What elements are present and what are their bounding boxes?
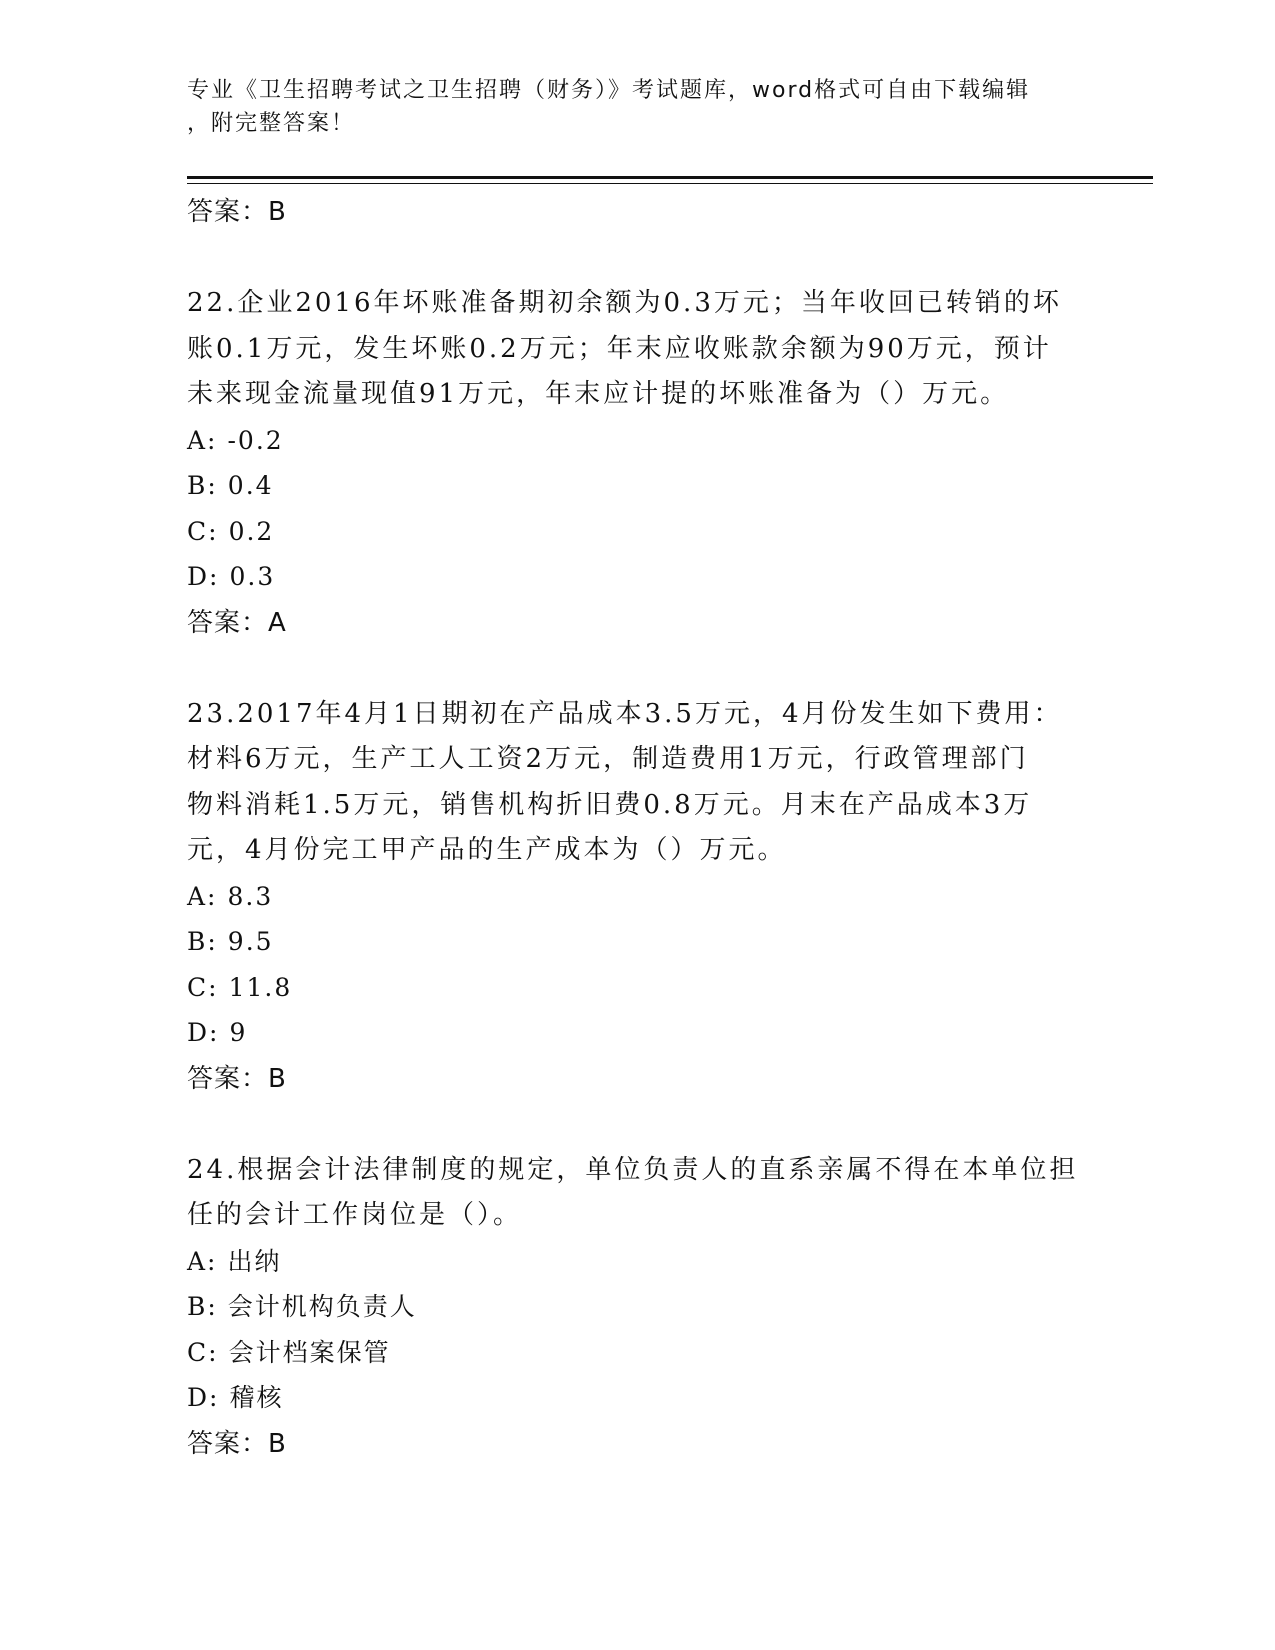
option-letter: D:: [187, 562, 220, 591]
question-23: [187, 692, 1087, 1102]
option-b: [187, 1284, 1087, 1330]
spacer: [187, 235, 1087, 281]
option-b: [187, 919, 1087, 965]
answer: 答案：B: [187, 1428, 287, 1459]
document-body: [187, 189, 1087, 1467]
option-text: 会计档案保管: [228, 1337, 391, 1367]
option-letter: B:: [187, 471, 218, 500]
question-stem: [187, 692, 1087, 874]
option-d: [187, 1010, 1087, 1056]
option-a: [187, 418, 1087, 464]
option-text: 出纳: [227, 1246, 282, 1276]
header-rule-thin: [187, 183, 1153, 184]
previous-answer: 答案：B: [187, 197, 287, 227]
document-header: [187, 74, 1087, 140]
option-text: 11.8: [228, 972, 293, 1002]
option-a: [187, 1239, 1087, 1285]
question-line: 未来现金流量现值91万元，年末应计提的坏账准备为（）万元。: [187, 379, 1010, 409]
header-line-2: ，附完整答案！: [187, 111, 356, 136]
option-d: [187, 1375, 1087, 1421]
option-text: 稽核: [229, 1383, 284, 1412]
question-line: 物料消耗1.5万元，销售机构折旧费0.8万元。月末在产品成本3万: [187, 789, 1033, 820]
spacer: [187, 1102, 1087, 1148]
question-line: 元，4月份完工甲产品的生产成本为（）万元。: [187, 835, 787, 865]
option-letter: A:: [187, 425, 218, 455]
option-text: 0.3: [229, 562, 276, 591]
spacer: [187, 646, 1087, 692]
option-b: [187, 463, 1087, 509]
option-text: 9: [229, 1018, 248, 1047]
option-d: [187, 554, 1087, 600]
question-line: 22.企业2016年坏账准备期初余额为0.3万元；当年收回已转销的坏: [187, 288, 1062, 318]
question-line: 任的会计工作岗位是（）。: [187, 1200, 523, 1230]
option-c: [187, 965, 1087, 1011]
option-letter: C:: [187, 516, 219, 546]
answer: 答案：A: [187, 607, 287, 638]
option-text: 0.2: [228, 516, 275, 546]
header-line-1: 专业《卫生招聘考试之卫生招聘（财务）》考试题库，word格式可自由下载编辑: [187, 78, 1031, 103]
option-text: 9.5: [227, 927, 274, 956]
option-letter: D:: [187, 1018, 220, 1047]
question-stem: [187, 1148, 1087, 1239]
option-text: 会计机构负责人: [227, 1292, 417, 1321]
option-letter: C:: [187, 1337, 219, 1367]
option-c: [187, 509, 1087, 555]
option-letter: A:: [187, 1246, 218, 1276]
question-line: 账0.1万元，发生坏账0.2万元；年末应收账款余额为90万元，预计: [187, 333, 1052, 364]
option-text: -0.2: [227, 425, 284, 455]
question-stem: [187, 281, 1087, 418]
question-line: 材料6万元，生产工人工资2万元，制造费用1万元，行政管理部门: [187, 744, 1029, 774]
option-letter: C:: [187, 972, 219, 1002]
option-text: 0.4: [227, 471, 274, 500]
question-line: 23.2017年4月1日期初在产品成本3.5万元，4月份发生如下费用：: [187, 698, 1063, 729]
header-rule-thick: [187, 176, 1153, 179]
question-line: 24.根据会计法律制度的规定，单位负责人的直系亲属不得在本单位担: [187, 1154, 1079, 1185]
answer: 答案：B: [187, 1063, 287, 1094]
option-letter: B:: [187, 927, 218, 956]
option-letter: A:: [187, 881, 218, 911]
option-letter: D:: [187, 1383, 220, 1412]
option-c: [187, 1330, 1087, 1376]
option-a: [187, 874, 1087, 920]
option-text: 8.3: [227, 881, 274, 911]
option-letter: B:: [187, 1292, 218, 1321]
question-22: [187, 281, 1087, 646]
question-24: [187, 1148, 1087, 1467]
